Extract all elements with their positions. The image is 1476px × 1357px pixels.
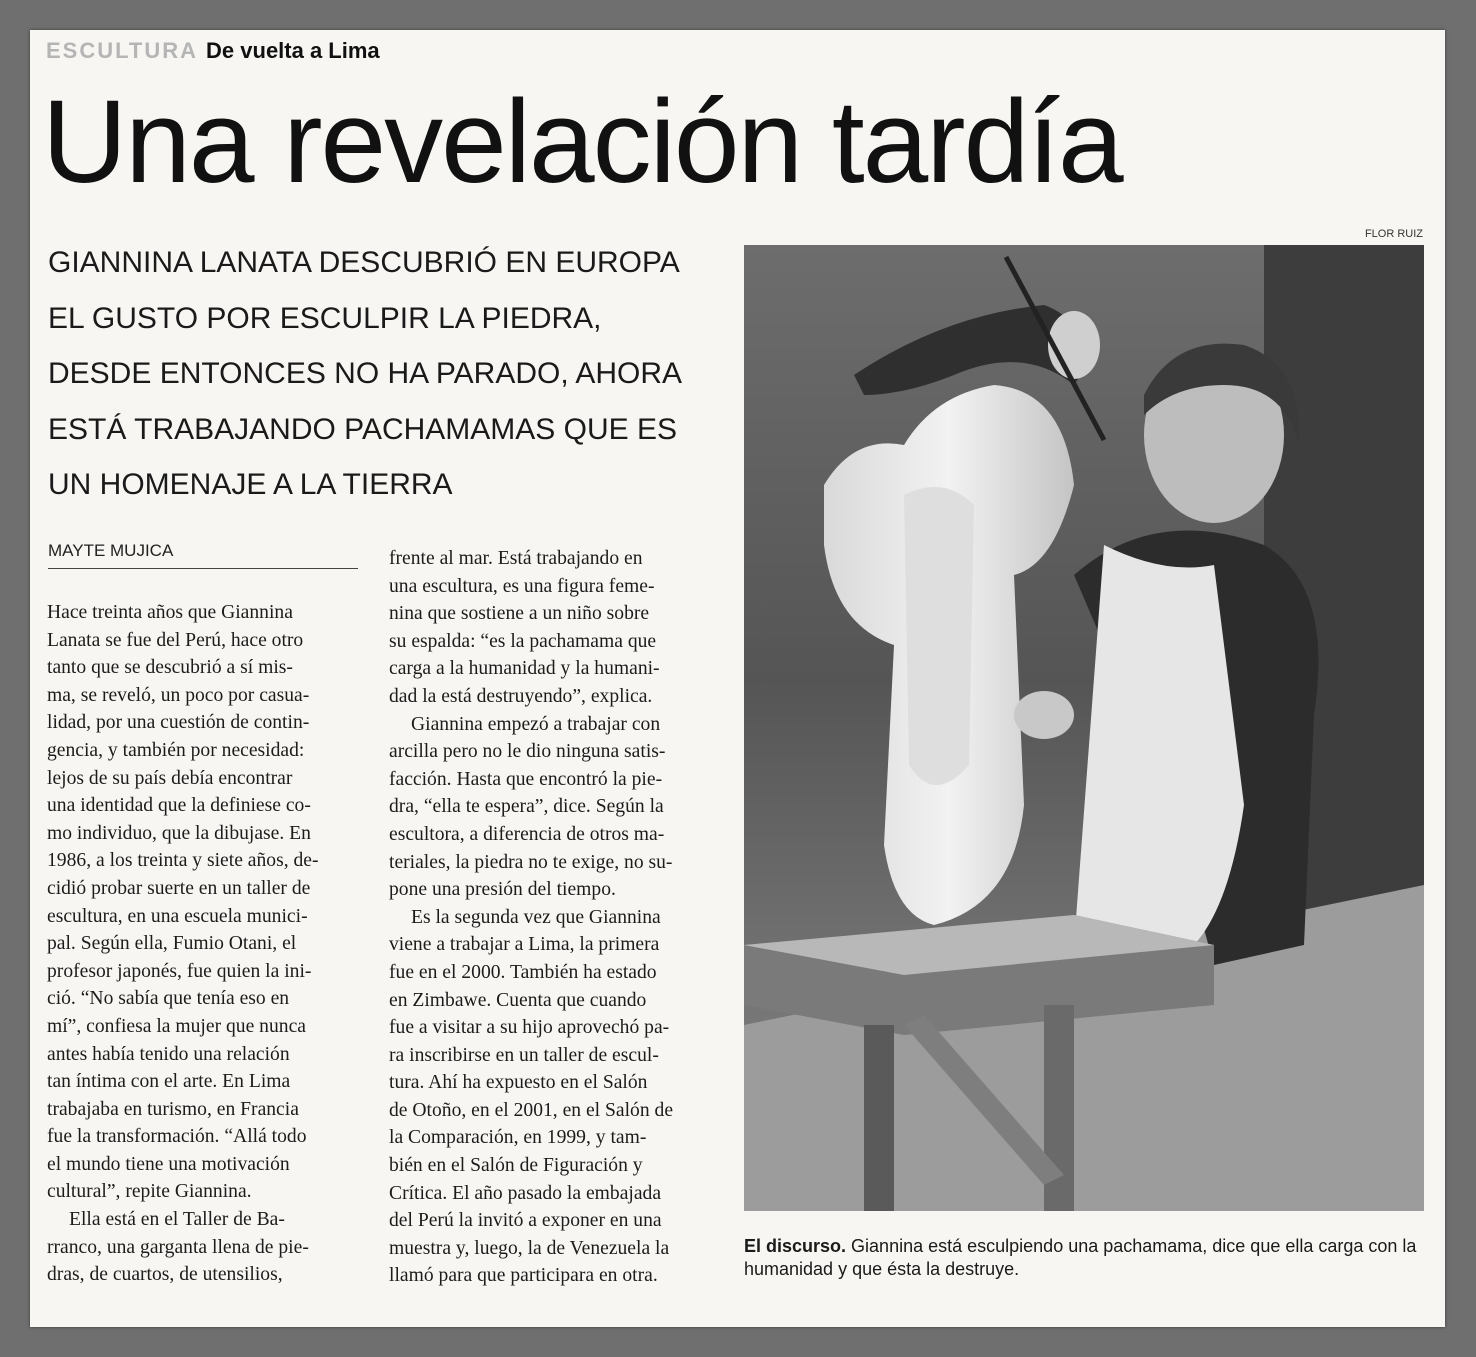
- text-line: Lanata se fue del Perú, hace otro: [47, 629, 304, 651]
- text-line: su espalda: “es la pachamama que: [389, 630, 657, 652]
- deck-line: DESDE ENTONCES NO HA PARADO, AHORA: [48, 357, 683, 390]
- photo-caption: [744, 1235, 1434, 1281]
- text-line: antes había tenido una relación: [47, 1043, 290, 1065]
- deck-line: UN HOMENAJE A LA TIERRA: [48, 468, 453, 501]
- text-line: tan íntima con el arte. En Lima: [47, 1071, 291, 1093]
- text-line: llamó para que participara en otra.: [389, 1265, 658, 1287]
- text-line: bién en el Salón de Figuración y: [389, 1155, 643, 1177]
- text-line: carga a la humanidad y la humani-: [389, 658, 660, 680]
- byline: MAYTE MUJICA: [48, 541, 358, 569]
- text-line: profesor japonés, fue quien la ini-: [47, 960, 312, 982]
- text-line: Crítica. El año pasado la embajada: [389, 1182, 662, 1204]
- text-line: pone una presión del tiempo.: [389, 879, 616, 901]
- text-line: viene a trabajar a Lima, la primera: [389, 934, 660, 956]
- text-line: cultural”, repite Giannina.: [47, 1181, 252, 1203]
- text-line: Hace treinta años que Giannina: [47, 602, 293, 623]
- text-line: cidió probar suerte en un taller de: [47, 877, 311, 899]
- deck-line: EL GUSTO POR ESCULPIR LA PIEDRA,: [48, 301, 602, 335]
- article-column-1: [47, 599, 357, 1289]
- text-line: una escultura, es una figura feme-: [389, 575, 655, 597]
- text-line: tanto que se descubrió a sí mis-: [47, 657, 293, 679]
- text-line: escultora, a diferencia de otros ma-: [389, 823, 665, 845]
- section-kicker: [46, 38, 380, 64]
- text-line: una identidad que la definiese co-: [47, 795, 311, 817]
- text-line: nina que sostiene a un niño sobre: [389, 603, 650, 625]
- text-line: lejos de su país debía encontrar: [47, 767, 293, 789]
- text-line: trabajaba en turismo, en Francia: [47, 1098, 299, 1120]
- text-line: ra inscribirse en un taller de escul-: [389, 1044, 659, 1066]
- deck-line: GIANNINA LANATA DESCUBRIÓ EN EUROPA: [48, 246, 680, 279]
- photo-credit: FLOR RUIZ: [1364, 228, 1423, 240]
- text-line: teriales, la piedra no te exige, no su-: [389, 851, 673, 873]
- text-line: tura. Ahí ha expuesto en el Salón: [389, 1072, 648, 1094]
- sculptor-photo: [744, 245, 1424, 1211]
- text-line: fue a visitar a su hijo aprovechó pa-: [389, 1017, 670, 1039]
- text-line: gencia, y también por necesidad:: [47, 739, 305, 761]
- text-line: arcilla pero no le dio ninguna satis-: [389, 741, 666, 763]
- text-line: ma, se reveló, un poco por casua-: [47, 684, 310, 706]
- article-column-2: [389, 545, 715, 1290]
- text-line: escultura, en una escuela munici-: [47, 905, 308, 927]
- text-line: facción. Hasta que encontró la pie-: [389, 768, 663, 790]
- text-line: mí”, confiesa la mujer que nunca: [47, 1015, 306, 1037]
- caption-text: Giannina está esculpiendo una pachamama, dice que ella carga con la humanidad y que ésta la destruye.: [744, 1236, 1417, 1279]
- section-label: ESCULTURA: [46, 38, 199, 63]
- text-line: fue la transformación. “Allá todo: [47, 1126, 307, 1148]
- caption-label: El discurso.: [744, 1236, 847, 1256]
- photo-illustration: [744, 245, 1424, 1211]
- text-line: muestra y, luego, la de Venezuela la: [389, 1237, 670, 1259]
- text-line: mo individuo, que la dibujase. En: [47, 822, 311, 844]
- text-line: dad la está destruyendo”, explica.: [389, 685, 653, 707]
- text-line: dra, “ella te espera”, dice. Según la: [389, 796, 664, 818]
- text-line: pal. Según ella, Fumio Otani, el: [47, 933, 297, 955]
- deck: [48, 235, 728, 513]
- text-line: de Otoño, en el 2001, en el Salón de: [389, 1099, 674, 1121]
- text-line: Ella está en el Taller de Ba-: [69, 1209, 285, 1231]
- headline: Una revelación tardía: [42, 76, 1122, 208]
- text-line: del Perú la invitó a exponer en una: [389, 1210, 662, 1232]
- text-line: lidad, por una cuestión de contin-: [47, 712, 310, 734]
- text-line: rranco, una garganta llena de pie-: [47, 1236, 309, 1258]
- text-line: ció. “No sabía que tenía eso en: [47, 988, 290, 1010]
- topic-label: De vuelta a Lima: [206, 38, 380, 63]
- text-line: en Zimbawe. Cuenta que cuando: [389, 989, 647, 1011]
- text-line: fue en el 2000. También ha estado: [389, 961, 657, 983]
- text-line: 1986, a los treinta y siete años, de-: [47, 850, 319, 872]
- text-line: el mundo tiene una motivación: [47, 1153, 290, 1175]
- text-line: Giannina empezó a trabajar con: [411, 713, 661, 735]
- text-line: dras, de cuartos, de utensilios,: [47, 1264, 283, 1286]
- text-line: frente al mar. Está trabajando en: [389, 548, 643, 569]
- deck-line: ESTÁ TRABAJANDO PACHAMAMAS QUE ES: [48, 412, 678, 446]
- newspaper-clipping: [30, 30, 1445, 1327]
- text-line: la Comparación, en 1999, y tam-: [389, 1127, 647, 1149]
- text-line: Es la segunda vez que Giannina: [411, 906, 661, 928]
